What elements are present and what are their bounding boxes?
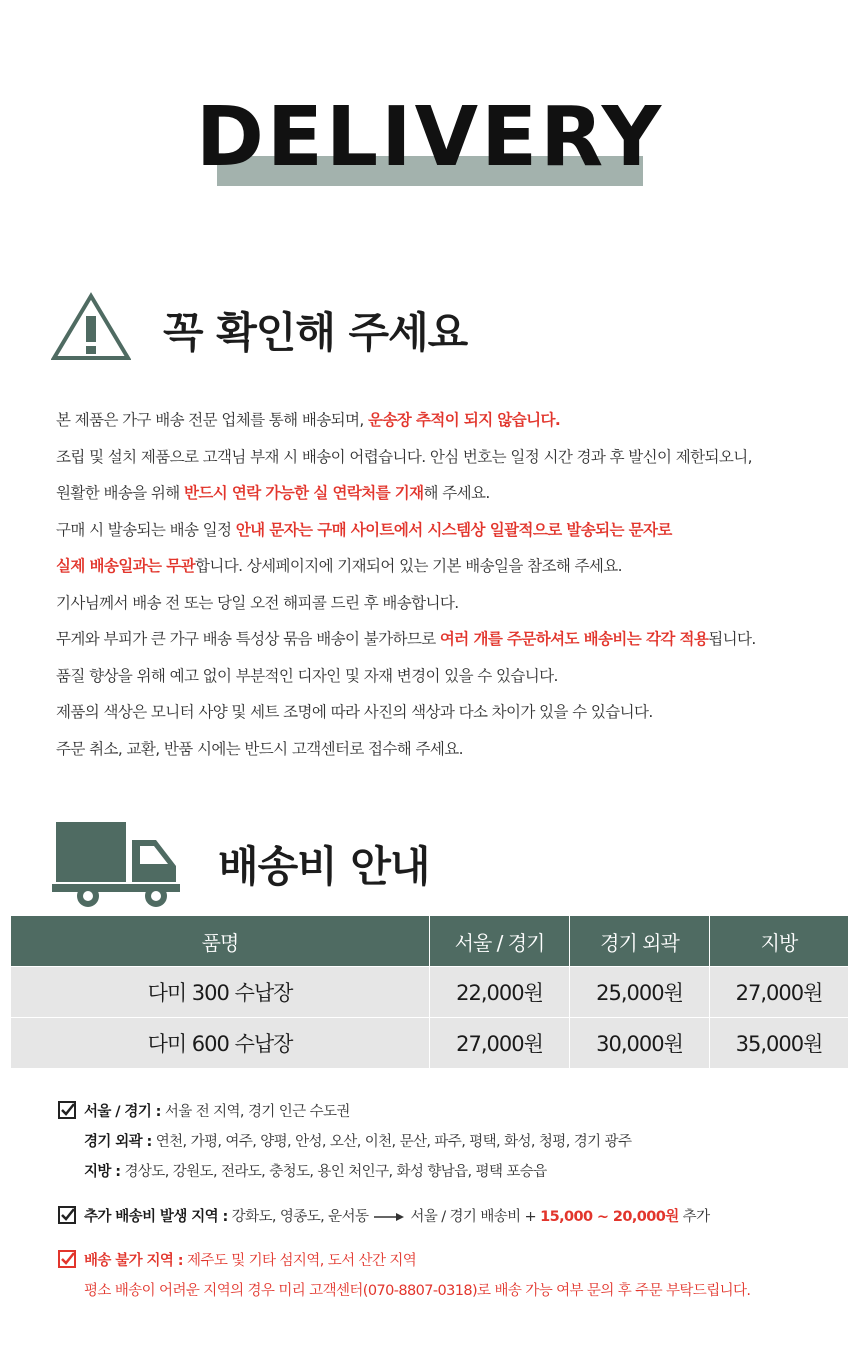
region-line-outer: 경기 외곽 : 연천, 가평, 여주, 양평, 안성, 오산, 이천, 문산, 파주, 평택, 화성, 청평, 경기 광주: [84, 1134, 632, 1150]
table-header: 서울 / 경기: [429, 916, 569, 966]
table-row: [11, 1018, 848, 1068]
table-cell: 다미 300 수납장: [147, 981, 293, 1005]
checkbox-icon: [58, 1206, 76, 1224]
notice-list: [56, 402, 846, 767]
table-row: [11, 967, 848, 1017]
notice-line: 본 제품은 가구 배송 전문 업체를 통해 배송되며, 운송장 추적이 되지 않습니다.: [56, 411, 561, 429]
table-cell: 25,000원: [569, 967, 709, 1017]
notice-line: 원활한 배송을 위해 반드시 연락 가능한 실 연락처를 기재해 주세요.: [56, 484, 490, 502]
shipping-fee-table: [11, 916, 848, 1068]
table-cell: 27,000원: [429, 1018, 569, 1068]
notice-line: 품질 향상을 위해 예고 없이 부분적인 디자인 및 자재 변경이 있을 수 있습니다.: [56, 666, 558, 685]
extra-fee-note: 추가 배송비 발생 지역 : 강화도, 영종도, 운서동 서울 / 경기 배송비 + 15,000 ~ 20,000원 추가: [58, 1202, 710, 1232]
page-title: DELIVERY: [195, 90, 665, 185]
table-header: 경기 외곽: [569, 916, 709, 966]
region-note: [58, 1097, 631, 1187]
notice-title: 꼭 확인해 주세요: [163, 308, 468, 357]
notice-line: 무게와 부피가 큰 가구 배송 특성상 묶음 배송이 불가하므로 여러 개를 주문하셔도 배송비는 각각 적용됩니다.: [56, 630, 756, 648]
notice-line: 기사님께서 배송 전 또는 당일 오전 해피콜 드린 후 배송합니다.: [56, 593, 459, 612]
table-header: 품명: [201, 930, 239, 955]
warning-triangle-icon: [51, 292, 131, 362]
unavailable-note: [58, 1246, 750, 1306]
table-header-row: [11, 916, 848, 966]
table-cell: 27,000원: [709, 967, 848, 1017]
delivery-truck-icon: [52, 818, 180, 910]
notice-line: 조립 및 설치 제품으로 고객님 부재 시 배송이 어렵습니다. 안심 번호는 일정 시간 경과 후 발신이 제한되오니,: [56, 447, 752, 466]
region-line-seoul: 서울 / 경기 : 서울 전 지역, 경기 인근 수도권: [58, 1097, 631, 1127]
table-cell: 30,000원: [569, 1018, 709, 1068]
title-block: [0, 90, 860, 200]
table-cell: 다미 600 수납장: [147, 1032, 293, 1056]
notice-line: 실제 배송일과는 무관합니다. 상세페이지에 기재되어 있는 기본 배송일을 참조해 주세요.: [56, 557, 622, 575]
arrow-right-icon: [374, 1212, 404, 1222]
notice-line: 구매 시 발송되는 배송 일정 안내 문자는 구매 사이트에서 시스템상 일괄적으로 발송되는 문자로: [56, 520, 672, 539]
shipping-title: 배송비 안내: [218, 842, 430, 891]
notice-line: 제품의 색상은 모니터 사양 및 세트 조명에 따라 사진의 색상과 다소 차이가 있을 수 있습니다.: [56, 703, 653, 721]
unavailable-description: 평소 배송이 어려운 지역의 경우 미리 고객센터(070-8807-0318)로 배송 가능 여부 문의 후 주문 부탁드립니다.: [84, 1283, 751, 1299]
table-cell: 35,000원: [709, 1018, 848, 1068]
checkbox-icon: [58, 1250, 76, 1268]
notice-line: 주문 취소, 교환, 반품 시에는 반드시 고객센터로 접수해 주세요.: [56, 739, 463, 758]
table-cell: 22,000원: [429, 967, 569, 1017]
table-header: 지방: [709, 916, 848, 966]
checkbox-icon: [58, 1101, 76, 1119]
region-line-local: 지방 : 경상도, 강원도, 전라도, 충청도, 용인 처인구, 화성 향남읍, 평택 포승읍: [84, 1164, 547, 1180]
unavailable-line: 배송 불가 지역 : 제주도 및 기타 섬지역, 도서 산간 지역: [58, 1246, 750, 1276]
